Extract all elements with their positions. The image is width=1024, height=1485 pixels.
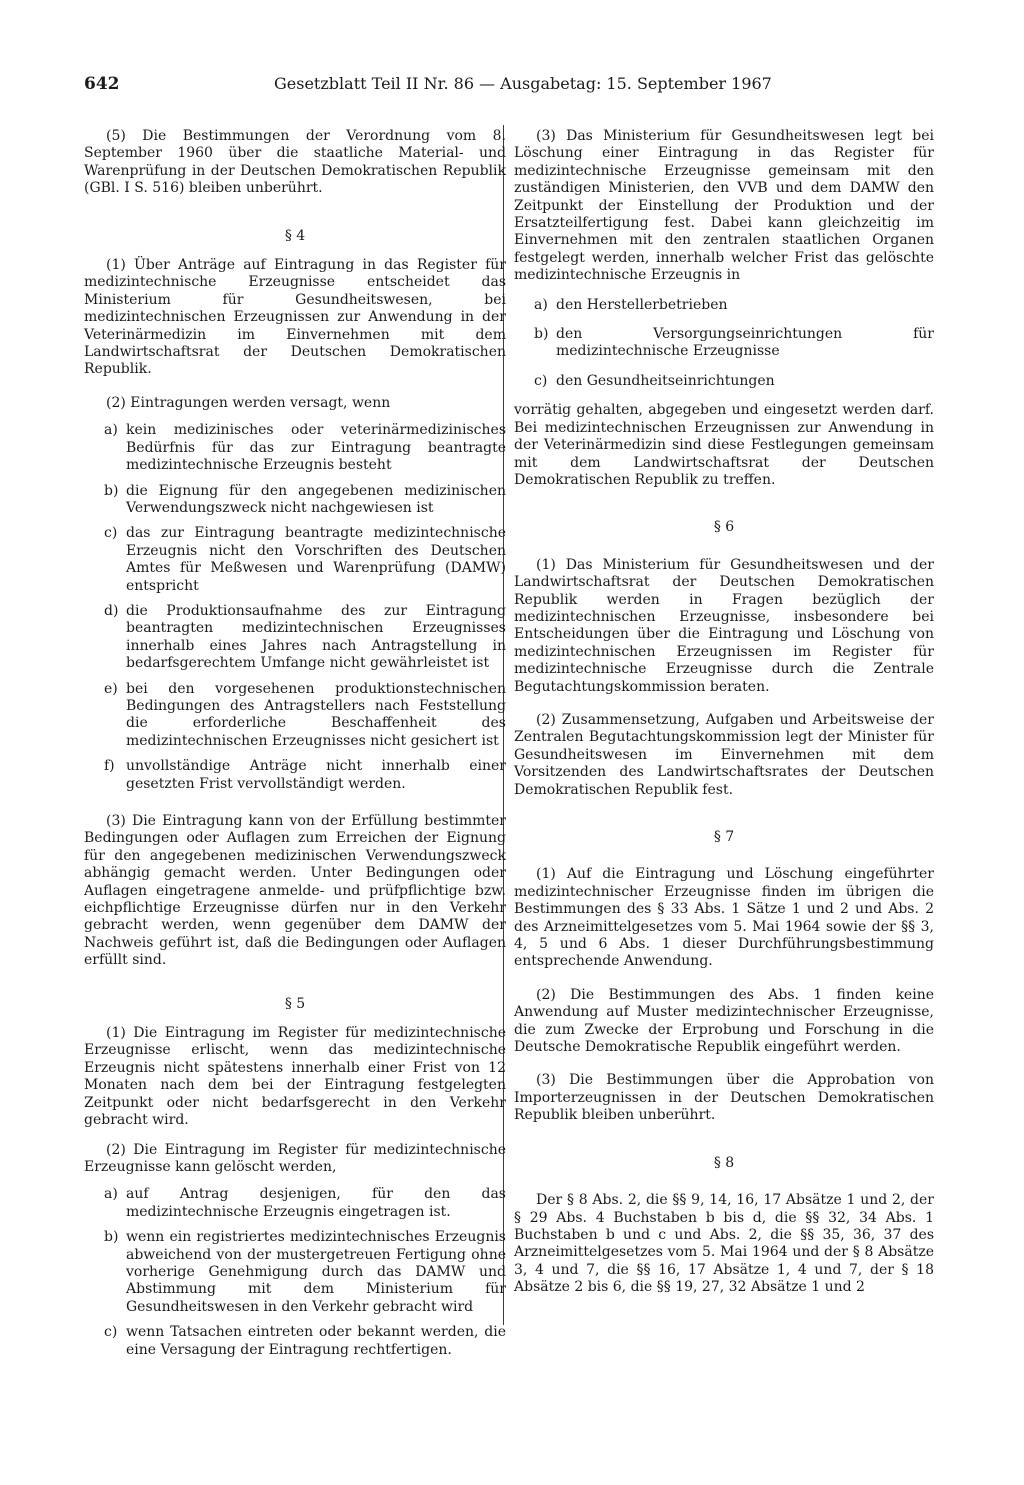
s7-paragraph-3: (3) Die Bestimmungen über die Approbation von Importerzeugnissen in der Deutschen Demokratischen Republik bleiben unberührt.	[514, 1072, 934, 1124]
s5-deletion-list	[84, 1186, 506, 1359]
section-7-heading: § 7	[713, 829, 735, 845]
list-item	[104, 758, 506, 793]
s4-refusal-list	[84, 422, 506, 793]
right-column	[514, 128, 934, 1297]
s4-paragraph-2: (2) Eintragungen werden versagt, wenn	[106, 394, 391, 411]
list-item-text: kein medizinisches oder veterinärmedizinisches Bedürfnis für das zur Eintragung beantragte medizintechnische Erzeugnis besteht	[126, 422, 506, 474]
list-item-label: a)	[104, 422, 118, 439]
list-item	[104, 1324, 506, 1359]
list-item	[104, 483, 506, 518]
list-item	[534, 373, 934, 390]
paragraph-5: (5) Die Bestimmungen der Verordnung vom 8. September 1960 über die staatliche Material- und Warenprüfung in der Deutschen Demokratischen Republik (GBl. I S. 516) bleiben unberührt.	[84, 128, 506, 197]
list-item-label: f)	[104, 758, 115, 775]
s7-paragraph-2: (2) Die Bestimmungen des Abs. 1 finden keine Anwendung auf Muster medizintechnischer Erzeugnisse, die zum Zwecke der Erprobung und Forschung in die Deutsche Demokratische Republik eingeführt werden.	[514, 986, 934, 1056]
list-item-text: das zur Eintragung beantragte medizintechnische Erzeugnis nicht den Vorschriften des Deutschen Amtes für Meßwesen und Warenprüfung (DAMW) entspricht	[126, 525, 506, 594]
section-8-heading: § 8	[713, 1154, 735, 1171]
list-item-label: a)	[534, 296, 548, 313]
list-item-label: c)	[104, 1324, 118, 1341]
list-item-label: b)	[104, 482, 119, 499]
list-item-text: den Herstellerbetrieben	[556, 296, 728, 313]
s6-paragraph-1: (1) Das Ministerium für Gesundheitswesen und der Landwirtschaftsrat der Deutschen Demokratischen Republik werden in Fragen bezüglich der medizintechnischen Erzeugnisse, insbesondere bei Entscheidungen über die Eintragung und Löschung von medizintechnischen Erzeugnissen im Register für medizintechnische Erzeugnisse durch die Zentrale Begutachtungskommission beraten.	[514, 556, 934, 695]
s4-paragraph-3: (3) Die Eintragung kann von der Erfüllung bestimmter Bedingungen oder Auflagen zum Erreichen der Eignung für den angegebenen medizinischen Verwendungszweck abhängig gemacht werden. Unter Bedingungen oder Auflagen eingetragene anmelde- und prüfpflichtige bzw. eichpflichtige Erzeugnisse dürfen nur in den Verkehr gebracht werden, wenn gegenüber dem DAMW der Nachweis geführt ist, daß die Bedingungen oder Auflagen erfüllt sind.	[84, 813, 506, 969]
list-item-label: c)	[534, 372, 548, 389]
list-item-label: b)	[104, 1229, 119, 1246]
list-item-text: die Eignung für den angegebenen medizinischen Verwendungszweck nicht nachgewiesen ist	[126, 482, 506, 516]
list-item-text: den Gesundheitseinrichtungen	[556, 372, 775, 389]
list-item-label: d)	[104, 602, 119, 619]
list-item-text: wenn Tatsachen eintreten oder bekannt werden, die eine Versagung der Eintragung rechtfertigen.	[126, 1324, 506, 1358]
list-item-text: auf Antrag desjenigen, für den das medizintechnische Erzeugnis eingetragen ist.	[126, 1186, 506, 1220]
section-6-heading: § 6	[713, 519, 735, 536]
list-item	[104, 1229, 506, 1316]
list-item	[104, 603, 506, 673]
paragraph-3: (3) Das Ministerium für Gesundheitswesen legt bei Löschung einer Eintragung in das Register für medizintechnische Erzeugnisse gemeinsam mit den zuständigen Ministerien, den VVB und dem DAMW den Zeitpunkt der Einstellung der Produktion und der Ersatzteilfertigung fest. Dabei kann gleichzeitig im Einvernehmen mit den zentralen staatlichen Organen festgelegt werden, innerhalb welcher Frist das gelöschte medizintechnische Erzeugnis in	[514, 128, 934, 284]
stock-list	[514, 297, 934, 391]
list-item-text: unvollständige Anträge nicht innerhalb einer gesetzten Frist vervollständigt werden.	[126, 758, 506, 792]
section-5-heading: § 5	[284, 995, 306, 1012]
left-column	[84, 128, 506, 1359]
list-item	[104, 422, 506, 474]
list-item	[104, 681, 506, 751]
list-item	[534, 297, 934, 314]
list-item-text: den Versorgungseinrichtungen für medizintechnische Erzeugnisse	[556, 326, 934, 360]
list-item-label: b)	[534, 326, 549, 343]
s5-paragraph-2: (2) Die Eintragung im Register für medizintechnische Erzeugnisse kann gelöscht werden,	[84, 1141, 506, 1175]
list-item	[104, 1186, 506, 1221]
list-item	[104, 525, 506, 595]
stock-continuation: vorrätig gehalten, abgegeben und eingesetzt werden darf. Bei medizintechnischen Erzeugnissen zur Anwendung in der Veterinärmedizin sind diese Festlegungen gemeinsam mit dem Landwirtschaftsrat der Deutschen Demokratischen Republik zu treffen.	[514, 402, 934, 488]
list-item-text: die Produktionsaufnahme des zur Eintragung beantragten medizintechnischen Erzeugnisses innerhalb eines Jahres nach Antragstellung in bedarfsgerechtem Umfange nicht gewährleistet ist	[126, 602, 506, 672]
s8-paragraph-1: Der § 8 Abs. 2, die §§ 9, 14, 16, 17 Absätze 1 und 2, der § 29 Abs. 4 Buchstaben b bis d, die §§ 32, 34 Abs. 1 Buchstaben b und c und Abs. 2, die §§ 35, 36, 37 des Arzneimittelgesetzes vom 5. Mai 1964 und der § 8 Absätze 3, 4 und 7, die §§ 16, 17 Absätze 1, 4 und 7, der § 18 Absätze 2 bis 6, die §§ 19, 27, 32 Absätze 1 und 2	[514, 1192, 934, 1296]
running-title: Gesetzblatt Teil II Nr. 86 — Ausgabetag: 15. September 1967	[274, 74, 772, 93]
s4-paragraph-1: (1) Über Anträge auf Eintragung in das Register für medizintechnische Erzeugnisse entscheidet das Ministerium für Gesundheitswesen, bei medizintechnischen Erzeugnissen zur Anwendung in der Veterinärmedizin im Einvernehmen mit dem Landwirtschaftsrat der Deutschen Demokratischen Republik.	[84, 257, 506, 378]
list-item	[534, 326, 934, 361]
s5-paragraph-1: (1) Die Eintragung im Register für medizintechnische Erzeugnisse erlischt, wenn das medizintechnische Erzeugnis nicht spätestens innerhalb einer Frist von 12 Monaten nach dem bei der Eintragung festgelegten Zeitpunkt oder nicht bedarfsgerecht in den Verkehr gebracht wird.	[84, 1025, 506, 1129]
list-item-text: bei den vorgesehenen produktionstechnischen Bedingungen des Antragstellers nach Feststellung die erforderliche Beschaffenheit des medizintechnischen Erzeugnisses nicht gesichert ist	[126, 680, 506, 749]
section-4-heading: § 4	[284, 227, 306, 244]
page-number: 642	[84, 74, 120, 94]
list-item-label: e)	[104, 680, 118, 697]
list-item-label: c)	[104, 525, 118, 542]
list-item-text: wenn ein registriertes medizintechnisches Erzeugnis abweichend von der mustergetreuen Fertigung ohne vorherige Genehmigung durch das DAMW und Abstimmung mit dem Ministerium für Gesundheitswesen in den Verkehr gebracht wird	[126, 1229, 506, 1315]
s7-paragraph-1: (1) Auf die Eintragung und Löschung eingeführter medizintechnischer Erzeugnisse finden im übrigen die Bestimmungen des § 33 Abs. 1 Sätze 1 und 2 und Abs. 2 des Arzneimittelgesetzes vom 5. Mai 1964 sowie der §§ 3, 4, 5 und 6 Abs. 1 dieser Durchführungsbestimmung entsprechende Anwendung.	[514, 866, 934, 970]
page-header	[84, 74, 936, 104]
list-item-label: a)	[104, 1186, 118, 1203]
s6-paragraph-2: (2) Zusammensetzung, Aufgaben und Arbeitsweise der Zentralen Begutachtungskommission legt der Minister für Gesundheitswesen im Einvernehmen mit dem Vorsitzenden des Landwirtschaftsrates der Deutschen Demokratischen Republik fest.	[514, 711, 934, 798]
